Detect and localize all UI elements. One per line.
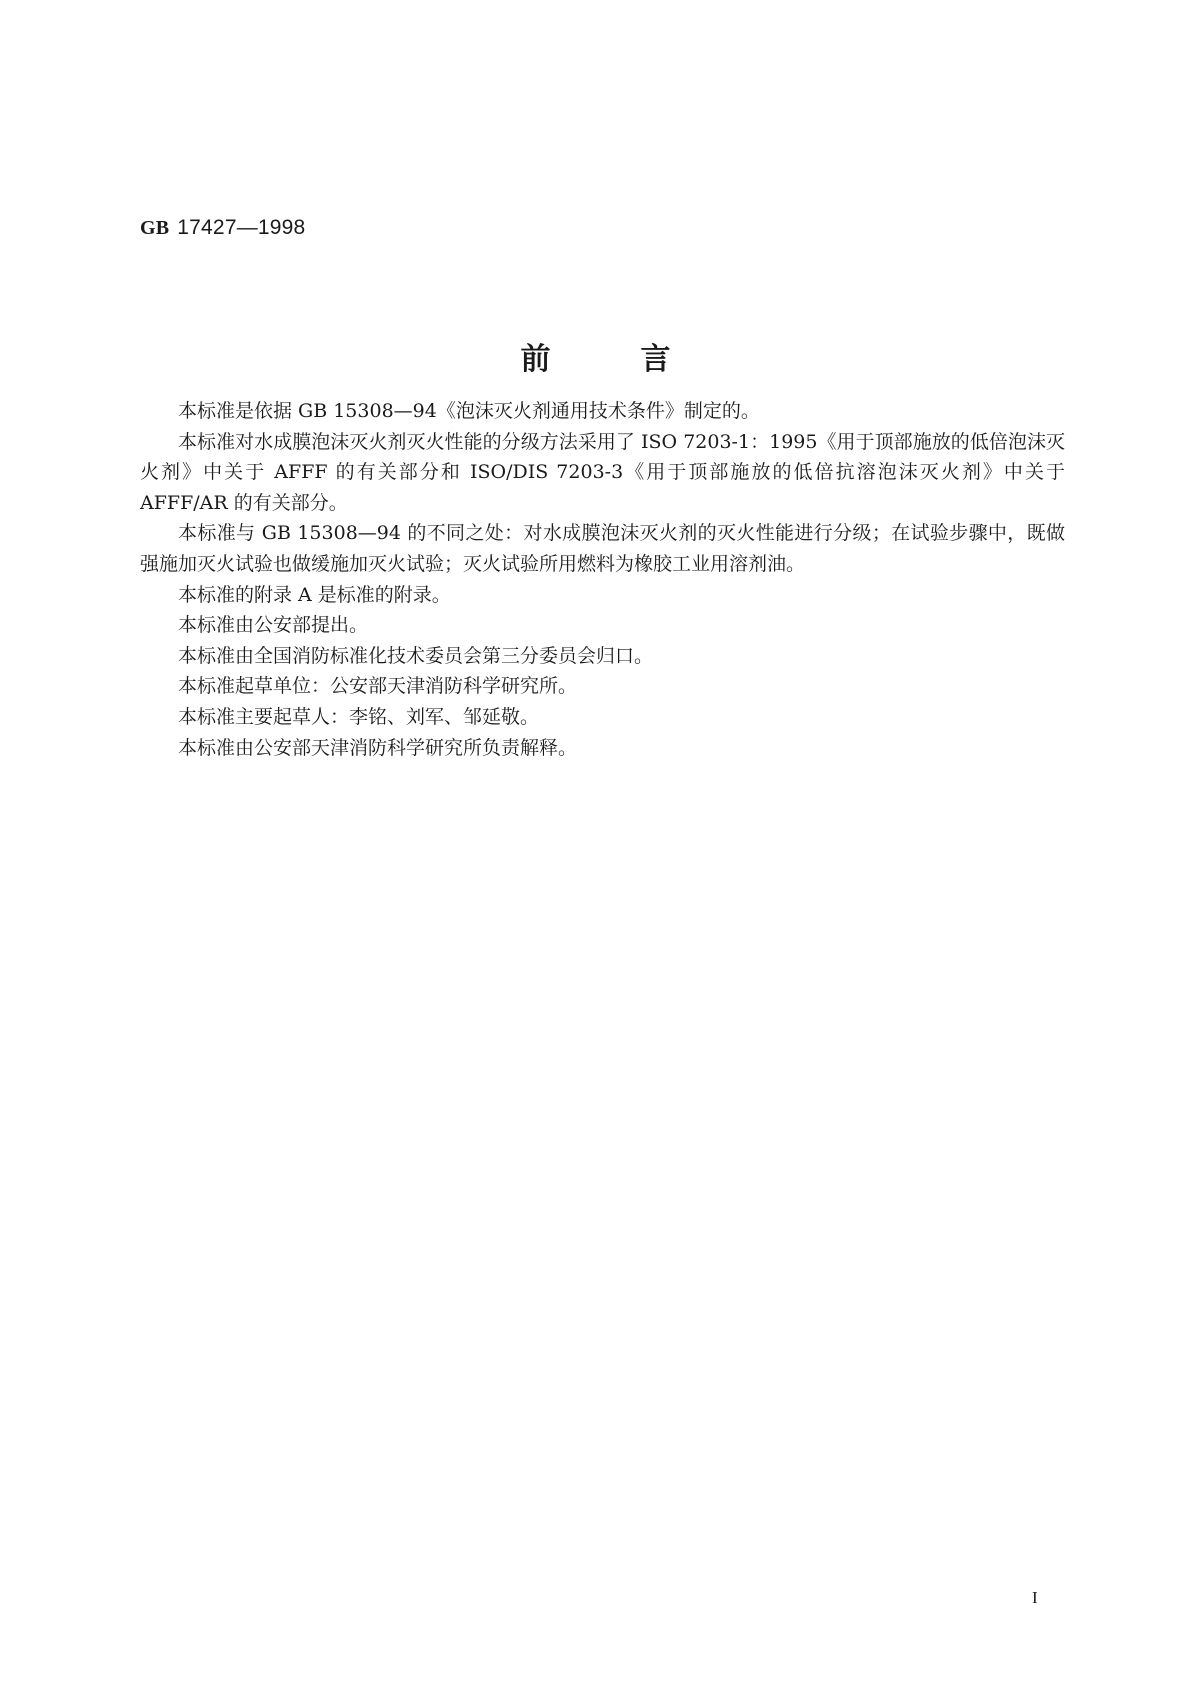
paragraph-adoption: 本标准对水成膜泡沫灭火剂灭火性能的分级方法采用了 ISO 7203-1：1995《用于顶部施放的低倍泡沫灭火剂》中关于 AFFF 的有关部分和 ISO/DIS 7203-3《用于顶部施放的低倍抗溶泡沫灭火剂》中关于 AFFF/AR 的有关部分。 bbox=[140, 430, 1065, 514]
paragraph-basis: 本标准是依据 GB 15308—94《泡沫灭火剂通用技术条件》制定的。 bbox=[178, 400, 760, 422]
paragraph-differences: 本标准与 GB 15308—94 的不同之处：对水成膜泡沫灭火剂的灭火性能进行分级；在试验步骤中，既做强施加灭火试验也做缓施加灭火试验；灭火试验所用燃料为橡胶工业用溶剂油。 bbox=[140, 522, 1065, 575]
paragraph-drafters: 本标准主要起草人：李铭、刘军、邹延敬。 bbox=[178, 705, 540, 728]
paragraph-proposer: 本标准由公安部提出。 bbox=[178, 614, 369, 637]
standard-number bbox=[140, 216, 305, 240]
standard-code-prefix: GB bbox=[140, 217, 170, 239]
standard-code-number: 17427—1998 bbox=[177, 216, 306, 239]
paragraph-drafting-unit: 本标准起草单位：公安部天津消防科学研究所。 bbox=[178, 675, 578, 698]
paragraph-appendix: 本标准的附录 A 是标准的附录。 bbox=[178, 583, 451, 606]
page-number: I bbox=[1032, 1588, 1038, 1607]
paragraph-interpretation: 本标准由公安部天津消防科学研究所负责解释。 bbox=[178, 736, 578, 759]
foreword-body bbox=[140, 396, 1065, 763]
paragraph-committee: 本标准由全国消防标准化技术委员会第三分委员会归口。 bbox=[178, 644, 654, 667]
page-title: 前言 bbox=[520, 342, 761, 377]
